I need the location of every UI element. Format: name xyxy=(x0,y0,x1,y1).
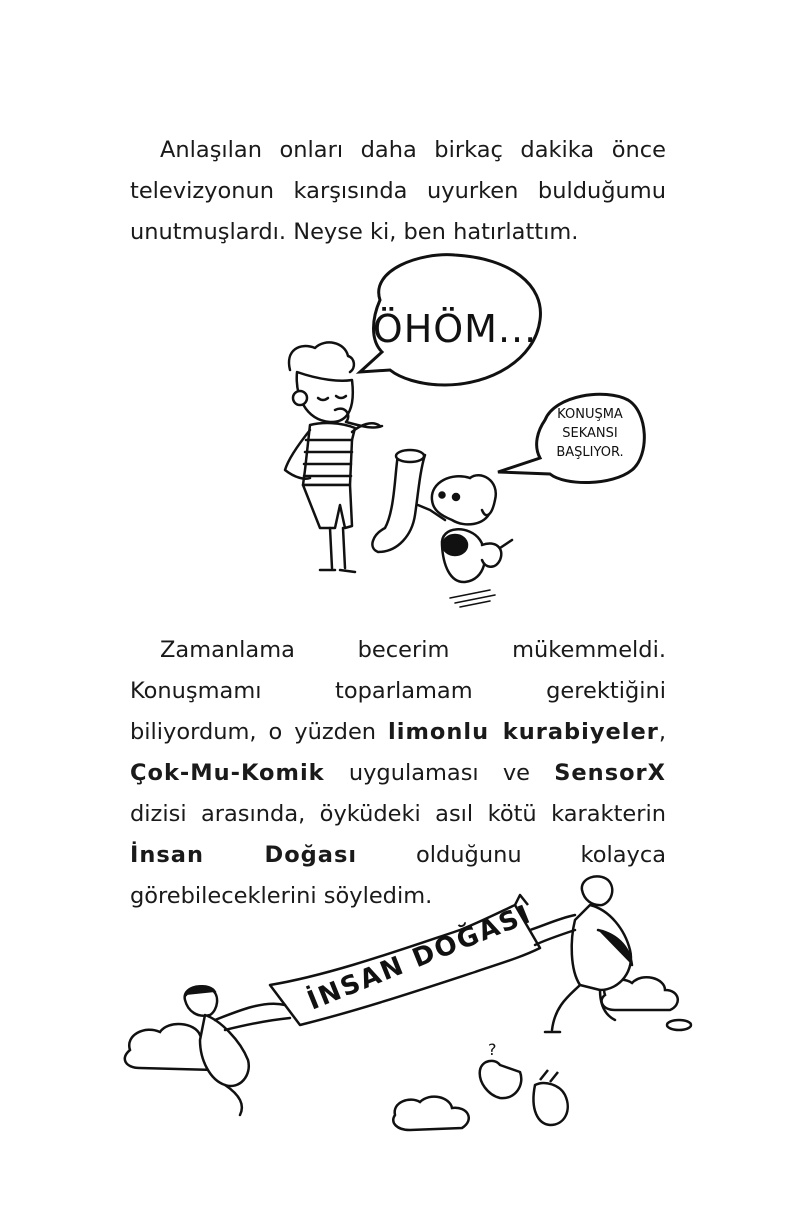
term-cok-mu-komik: Çok-Mu-Komik xyxy=(130,760,325,786)
paragraph-2-text-2: , xyxy=(658,719,667,745)
robot-bubble-line-3: BAŞLIYOR. xyxy=(556,445,624,460)
term-sensorx: SensorX xyxy=(554,760,666,786)
term-limonlu-kurabiyeler: limonlu kurabiyeler xyxy=(388,719,659,745)
paragraph-2-text-4: dizisi arasında, öyküdeki asıl kötü karakterin xyxy=(130,801,666,827)
paragraph-2-text-3: uygulaması ve xyxy=(324,760,555,786)
paragraph-1-text: Anlaşılan onları daha birkaç dakika önce televizyonun karşısında uyurken bulduğumu unutmuşlardı. Neyse ki, ben hatırlattım. xyxy=(130,137,666,245)
paragraph-2-text-5: olduğunu kolayca görebileceklerini söyledim. xyxy=(130,842,666,909)
speech-bubble-text: ÖHÖM... xyxy=(372,307,538,351)
birds xyxy=(480,1061,568,1125)
bird-question-mark: ? xyxy=(488,1040,497,1059)
robot-bubble-line-2: SEKANSI xyxy=(562,426,618,441)
banner-text: İNSAN DOĞASI xyxy=(303,899,536,1017)
robot-bubble-line-1: KONUŞMA xyxy=(557,407,623,422)
left-character xyxy=(185,986,290,1115)
term-insan-dogasi: İnsan Doğası xyxy=(130,842,358,868)
paragraph-2-text-1: Zamanlama becerim mükemmeldi. Konuşmamı toparlamam gerektiğini biliyordum, o yüzden xyxy=(130,637,666,745)
